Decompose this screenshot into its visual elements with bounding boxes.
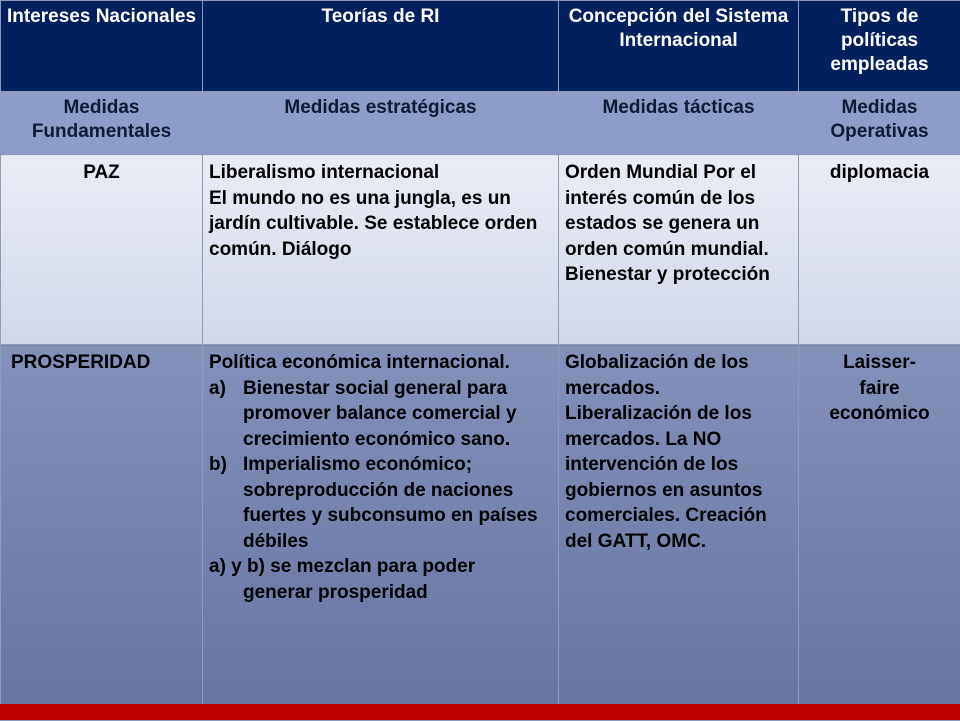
theory-list — [209, 376, 544, 555]
theory-title: Liberalismo internacional — [209, 160, 552, 186]
list-marker: a) — [209, 376, 243, 453]
theory-footer: a) y b) se mezclan para poder generar prosperidad — [209, 554, 544, 605]
header-cell: Intereses Nacionales — [1, 1, 203, 92]
theory-text: El mundo no es una jungla, es un jardín cultivable. Se establece orden común. Diálogo — [209, 186, 552, 263]
theory-cell — [203, 345, 559, 721]
interest-cell: PAZ — [1, 155, 203, 345]
header-cell: Concepción del Sistema Internacional — [559, 1, 799, 92]
list-item — [209, 376, 544, 453]
interest-cell: PROSPERIDAD — [1, 345, 203, 721]
policy-cell: diplomacia — [799, 155, 960, 345]
subheader-cell: Medidas tácticas — [559, 92, 799, 155]
header-row — [1, 1, 960, 92]
theory-title: Política económica internacional. — [209, 350, 544, 376]
policy-cell: Laisser-faire económico — [799, 345, 960, 721]
table-row — [1, 345, 960, 721]
list-marker: b) — [209, 452, 243, 554]
list-item — [209, 452, 544, 554]
footer-bar — [0, 704, 960, 720]
list-text: Imperialismo económico; sobreproducción de naciones fuertes y subconsumo en países débiles — [243, 452, 544, 554]
subheader-cell: Medidas Fundamentales — [1, 92, 203, 155]
table-row — [1, 155, 960, 345]
subheader-cell: Medidas Operativas — [799, 92, 960, 155]
header-cell: Teorías de RI — [203, 1, 559, 92]
concept-cell: Orden Mundial Por el interés común de los estados se genera un orden común mundial. Bienestar y protección — [559, 155, 799, 345]
list-text: Bienestar social general para promover balance comercial y crecimiento económico sano. — [243, 376, 544, 453]
theory-cell — [203, 155, 559, 345]
subheader-cell: Medidas estratégicas — [203, 92, 559, 155]
concept-cell: Globalización de los mercados. Liberalización de los mercados. La NO intervención de los gobiernos en asuntos comerciales. Creación del GATT, OMC. — [559, 345, 799, 721]
header-cell: Tipos de políticas empleadas — [799, 1, 960, 92]
subheader-row — [1, 92, 960, 155]
